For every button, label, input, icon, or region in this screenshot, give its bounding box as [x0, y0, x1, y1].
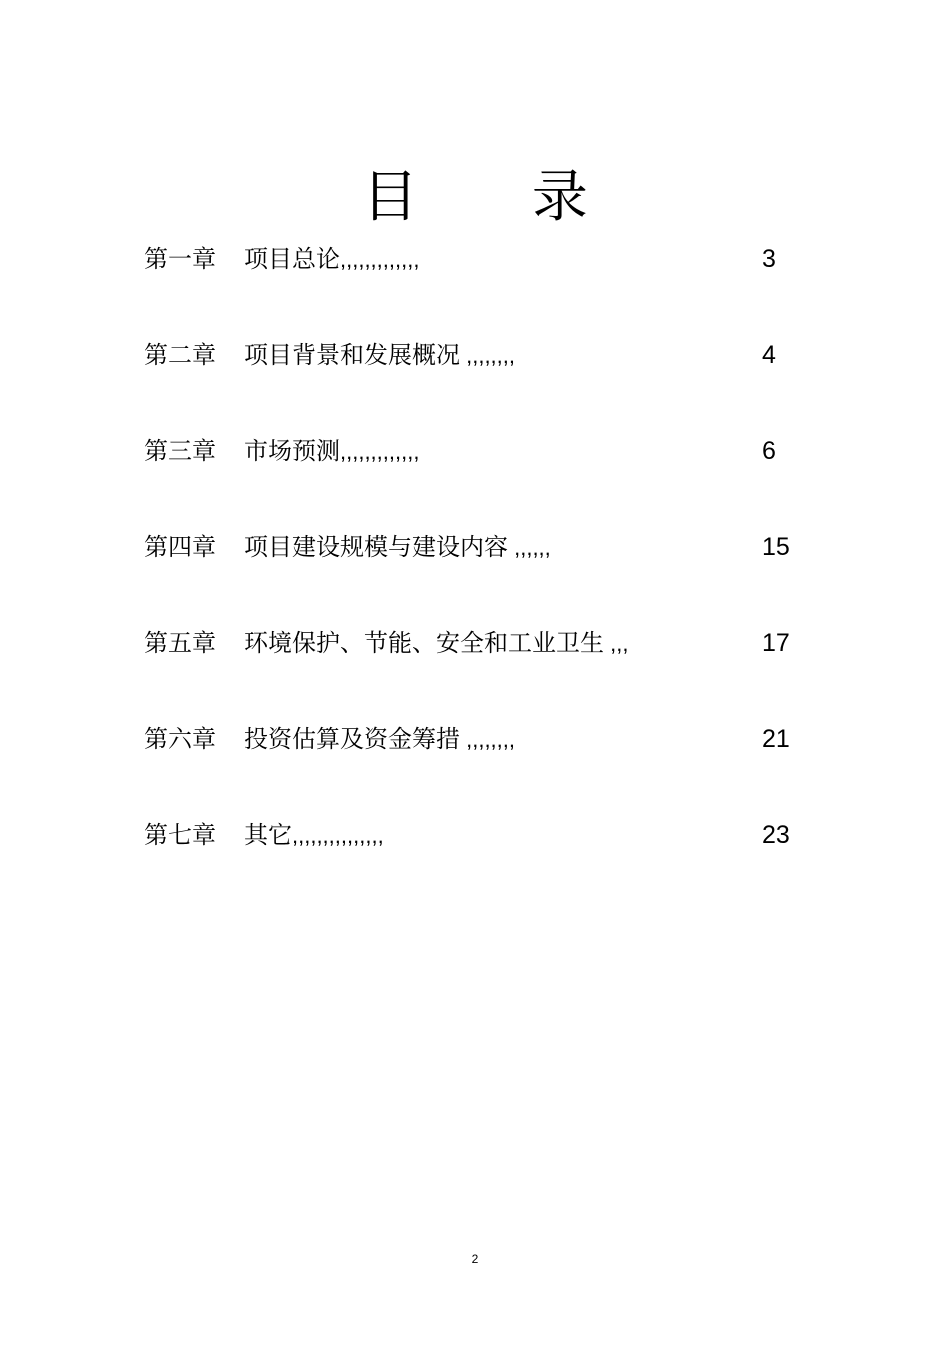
chapter-title-text: 项目总论: [244, 245, 340, 273]
toc-entry-chapter-3[interactable]: [0, 428, 950, 524]
chapter-page-number: 21: [762, 725, 790, 753]
chapter-page-number: 23: [762, 821, 790, 849]
dot-leader: ,,,,,,,,,,,,,: [340, 247, 420, 272]
dot-leader: ,,,,,,: [508, 535, 551, 560]
chapter-page-number: 4: [762, 341, 776, 369]
dot-leader: ,,,: [604, 631, 629, 656]
chapter-number: 第五章: [144, 629, 216, 657]
table-of-contents: [0, 236, 950, 908]
dot-leader: ,,,,,,,,: [460, 343, 516, 368]
chapter-page-number: 17: [762, 629, 790, 657]
chapter-title-text: 投资估算及资金筹措: [244, 725, 460, 753]
chapter-title: [244, 716, 515, 763]
toc-entry-chapter-6[interactable]: [0, 716, 950, 812]
chapter-title: [244, 620, 628, 667]
chapter-title-text: 环境保护、节能、安全和工业卫生: [244, 629, 604, 657]
chapter-title: [244, 332, 515, 379]
chapter-title-text: 其它: [244, 821, 292, 849]
toc-entry-chapter-1[interactable]: [0, 236, 950, 332]
chapter-title: [244, 812, 384, 859]
chapter-title-text: 项目建设规模与建设内容: [244, 533, 508, 561]
chapter-page-number: 15: [762, 533, 790, 561]
toc-entry-chapter-2[interactable]: [0, 332, 950, 428]
chapter-page-number: 3: [762, 245, 776, 273]
toc-heading: 目 录: [362, 164, 636, 230]
page-footer-number: 2: [471, 1252, 479, 1266]
toc-entry-chapter-4[interactable]: [0, 524, 950, 620]
chapter-number: 第二章: [144, 341, 216, 369]
chapter-title: [244, 428, 419, 475]
chapter-number: 第七章: [144, 821, 216, 849]
chapter-number: 第四章: [144, 533, 216, 561]
chapter-number: 第三章: [144, 437, 216, 465]
dot-leader: ,,,,,,,,: [460, 727, 516, 752]
chapter-title: [244, 236, 419, 283]
toc-entry-chapter-5[interactable]: [0, 620, 950, 716]
toc-entry-chapter-7[interactable]: [0, 812, 950, 908]
chapter-title-text: 项目背景和发展概况: [244, 341, 460, 369]
chapter-page-number: 6: [762, 437, 776, 465]
chapter-title: [244, 524, 551, 571]
chapter-title-text: 市场预测: [244, 437, 340, 465]
chapter-number: 第一章: [144, 245, 216, 273]
dot-leader: ,,,,,,,,,,,,,,,: [292, 823, 384, 848]
chapter-number: 第六章: [144, 725, 216, 753]
dot-leader: ,,,,,,,,,,,,,: [340, 439, 420, 464]
